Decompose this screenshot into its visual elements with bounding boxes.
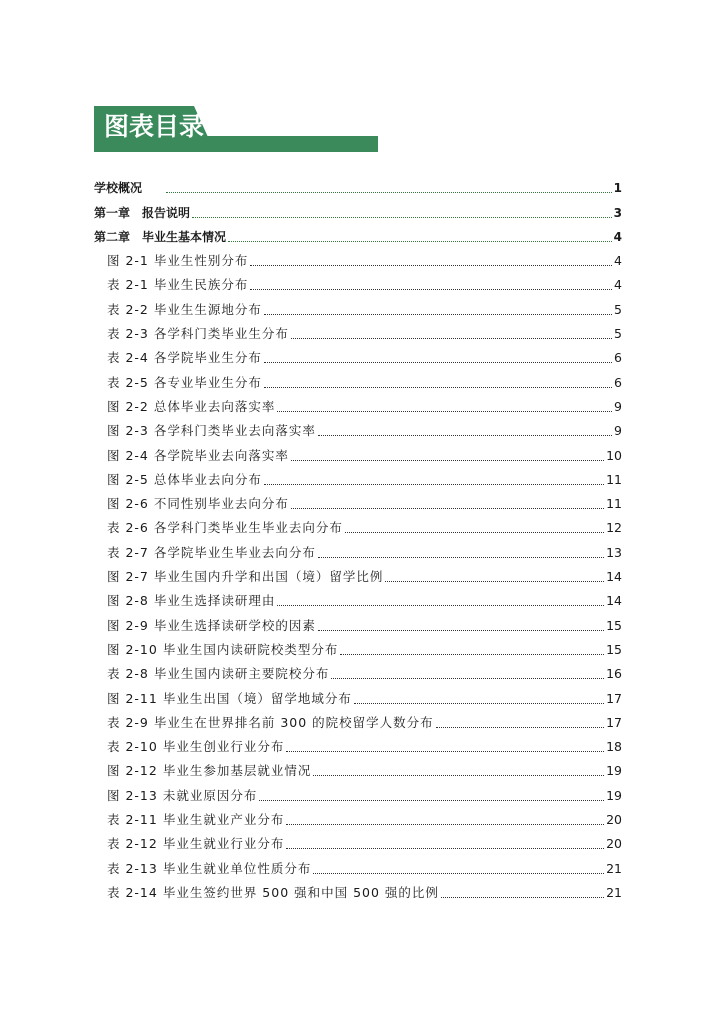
toc-entry-label: 图 2-11 毕业生出国（境）留学地域分布 <box>107 690 352 706</box>
toc-page-number: 17 <box>606 690 622 706</box>
toc-entry-label: 第一章 报告说明 <box>94 205 191 220</box>
toc-page-number: 16 <box>606 666 622 682</box>
toc-dot-leader <box>250 265 612 266</box>
toc-entry-label: 图 2-1 毕业生性别分布 <box>107 253 249 269</box>
toc-page-number: 6 <box>614 350 622 366</box>
toc-dot-leader <box>331 678 604 679</box>
toc-page-number: 9 <box>614 423 622 439</box>
toc-page-number: 1 <box>613 181 622 196</box>
toc-entry-label: 图 2-9 毕业生选择读研学校的因素 <box>107 617 316 633</box>
toc-page-number: 17 <box>606 714 622 730</box>
toc-chapter-entry[interactable] <box>94 172 622 196</box>
toc-dot-leader <box>264 362 612 363</box>
toc-page-number: 18 <box>606 739 622 755</box>
toc-figure-entry[interactable] <box>94 293 622 317</box>
toc-figure-entry[interactable] <box>94 658 622 682</box>
toc-dot-leader <box>166 192 612 193</box>
toc-figure-entry[interactable] <box>94 318 622 342</box>
toc-entry-label: 图 2-7 毕业生国内升学和出国（境）留学比例 <box>107 569 384 585</box>
toc-figure-entry[interactable] <box>94 731 622 755</box>
toc-entry-label: 表 2-2 毕业生生源地分布 <box>107 301 262 317</box>
toc-entry-label: 表 2-3 各学科门类毕业生分布 <box>107 326 289 342</box>
toc-page-number: 20 <box>606 836 622 852</box>
toc-entry-label: 学校概况 <box>94 181 143 196</box>
toc-page-number: 14 <box>606 593 622 609</box>
toc-page-number: 4 <box>613 229 622 244</box>
toc-page-number: 19 <box>606 787 622 803</box>
toc-entry-label: 图 2-5 总体毕业去向分布 <box>107 471 262 487</box>
toc-dot-leader <box>259 800 604 801</box>
toc-figure-entry[interactable] <box>94 439 622 463</box>
toc-entry-label: 表 2-9 毕业生在世界排名前 300 的院校留学人数分布 <box>107 714 434 730</box>
toc-entry-label: 图 2-4 各学院毕业去向落实率 <box>107 447 289 463</box>
toc-page-number: 4 <box>614 277 622 293</box>
table-of-contents <box>94 172 622 901</box>
toc-dot-leader <box>291 508 604 509</box>
toc-entry-label: 表 2-10 毕业生创业行业分布 <box>107 739 285 755</box>
toc-figure-entry[interactable] <box>94 269 622 293</box>
toc-dot-leader <box>228 241 612 242</box>
toc-dot-leader <box>313 775 604 776</box>
toc-figure-entry[interactable] <box>94 585 622 609</box>
toc-dot-leader <box>286 824 604 825</box>
toc-figure-entry[interactable] <box>94 464 622 488</box>
toc-dot-leader <box>441 897 604 898</box>
toc-figure-entry[interactable] <box>94 852 622 876</box>
toc-entry-label: 表 2-5 各专业毕业生分布 <box>107 374 262 390</box>
toc-page-number: 9 <box>614 398 622 414</box>
toc-figure-entry[interactable] <box>94 877 622 901</box>
toc-entry-label: 图 2-8 毕业生选择读研理由 <box>107 593 276 609</box>
toc-dot-leader <box>436 727 604 728</box>
toc-entry-label: 图 2-2 总体毕业去向落实率 <box>107 398 276 414</box>
toc-entry-label: 图 2-12 毕业生参加基层就业情况 <box>107 763 312 779</box>
toc-dot-leader <box>192 217 612 218</box>
toc-entry-label: 图 2-6 不同性别毕业去向分布 <box>107 496 289 512</box>
toc-dot-leader <box>277 411 612 412</box>
toc-figure-entry[interactable] <box>94 609 622 633</box>
toc-dot-leader <box>277 605 604 606</box>
toc-page-number: 3 <box>613 205 622 220</box>
toc-dot-leader <box>291 338 612 339</box>
toc-page-number: 13 <box>606 544 622 560</box>
toc-figure-entry[interactable] <box>94 634 622 658</box>
toc-entry-label: 图 2-13 未就业原因分布 <box>107 787 258 803</box>
toc-dot-leader <box>345 532 604 533</box>
toc-page-number: 5 <box>614 301 622 317</box>
toc-dot-leader <box>318 557 604 558</box>
toc-figure-entry[interactable] <box>94 366 622 390</box>
toc-page-number: 11 <box>606 496 622 512</box>
toc-entry-label: 图 2-10 毕业生国内读研院校类型分布 <box>107 641 339 657</box>
toc-dot-leader <box>286 751 604 752</box>
toc-dot-leader <box>354 703 604 704</box>
toc-entry-label: 表 2-7 各学院毕业生毕业去向分布 <box>107 544 316 560</box>
toc-figure-entry[interactable] <box>94 488 622 512</box>
toc-entry-label: 图 2-3 各学科门类毕业去向落实率 <box>107 423 316 439</box>
toc-page-number: 19 <box>606 763 622 779</box>
toc-dot-leader <box>318 630 604 631</box>
toc-dot-leader <box>264 387 612 388</box>
toc-entry-label: 表 2-11 毕业生就业产业分布 <box>107 812 285 828</box>
toc-dot-leader <box>250 289 612 290</box>
toc-figure-entry[interactable] <box>94 561 622 585</box>
toc-entry-label: 表 2-1 毕业生民族分布 <box>107 277 249 293</box>
toc-chapter-entry[interactable] <box>94 221 622 245</box>
toc-figure-entry[interactable] <box>94 755 622 779</box>
toc-page-number: 10 <box>606 447 622 463</box>
toc-dot-leader <box>286 848 604 849</box>
toc-figure-entry[interactable] <box>94 779 622 803</box>
toc-dot-leader <box>264 314 612 315</box>
toc-figure-entry[interactable] <box>94 342 622 366</box>
toc-entry-label: 表 2-4 各学院毕业生分布 <box>107 350 262 366</box>
toc-dot-leader <box>385 581 604 582</box>
toc-entry-label: 表 2-14 毕业生签约世界 500 强和中国 500 强的比例 <box>107 884 439 900</box>
toc-dot-leader <box>291 460 604 461</box>
toc-figure-entry[interactable] <box>94 512 622 536</box>
toc-dot-leader <box>313 873 604 874</box>
toc-entry-label: 第二章 毕业生基本情况 <box>94 229 227 244</box>
toc-page-number: 20 <box>606 812 622 828</box>
page-title: 图表目录 <box>104 112 205 141</box>
toc-page-number: 14 <box>606 569 622 585</box>
toc-entry-label: 表 2-12 毕业生就业行业分布 <box>107 836 285 852</box>
toc-page-number: 5 <box>614 326 622 342</box>
toc-figure-entry[interactable] <box>94 391 622 415</box>
toc-page-number: 21 <box>606 860 622 876</box>
toc-figure-entry[interactable] <box>94 245 622 269</box>
toc-figure-entry[interactable] <box>94 682 622 706</box>
toc-page-number: 21 <box>606 884 622 900</box>
toc-figure-entry[interactable] <box>94 536 622 560</box>
toc-page-number: 4 <box>614 253 622 269</box>
toc-page-number: 15 <box>606 641 622 657</box>
toc-figure-entry[interactable] <box>94 804 622 828</box>
toc-dot-leader <box>340 654 604 655</box>
toc-chapter-entry[interactable] <box>94 196 622 220</box>
toc-entry-label: 表 2-13 毕业生就业单位性质分布 <box>107 860 312 876</box>
toc-figure-entry[interactable] <box>94 707 622 731</box>
toc-page-number: 11 <box>606 471 622 487</box>
toc-page-number: 12 <box>606 520 622 536</box>
toc-figure-entry[interactable] <box>94 828 622 852</box>
toc-figure-entry[interactable] <box>94 415 622 439</box>
toc-dot-leader <box>264 484 604 485</box>
toc-entry-label: 表 2-8 毕业生国内读研主要院校分布 <box>107 666 330 682</box>
toc-page-number: 6 <box>614 374 622 390</box>
toc-page-number: 15 <box>606 617 622 633</box>
toc-entry-label: 表 2-6 各学科门类毕业生毕业去向分布 <box>107 520 343 536</box>
toc-dot-leader <box>318 435 612 436</box>
